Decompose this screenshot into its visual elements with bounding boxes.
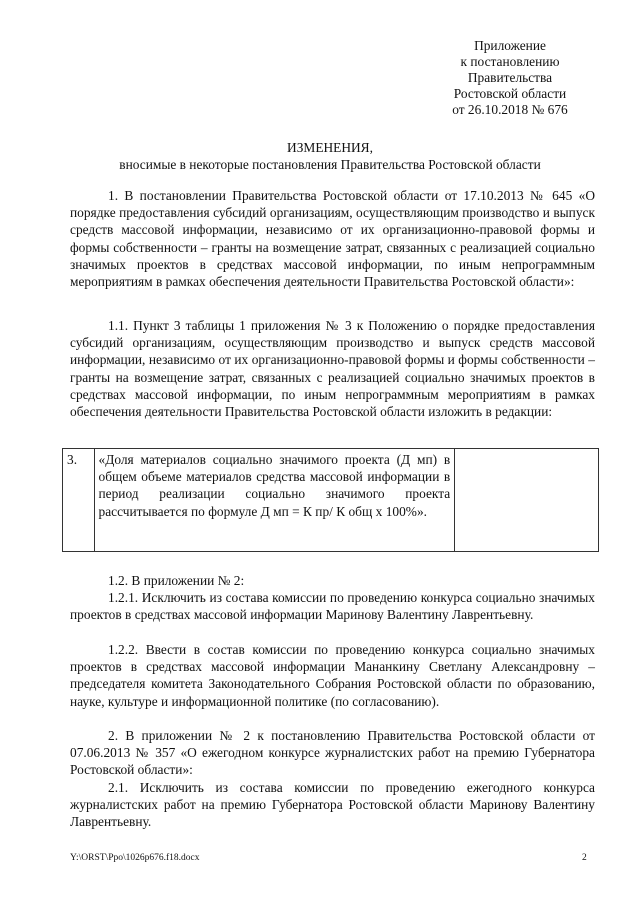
- paragraph-1-2: 1.2. В приложении № 2:: [108, 573, 245, 588]
- appendix-line-3: Правительства: [467, 70, 553, 85]
- paragraph-1-1: 1.1. Пункт 3 таблицы 1 приложения № 3 к Положению о порядке предоставления субсидий организациям, осуществляющим производство и выпуск средств массовой информации, независимо от их организационно-правовой формы и формы собственности – гранты на возмещение затрат, связанных с реализацией социально значимых проектов в средствах массовой информации, по иным непрограммным мероприятиям в рамках обеспечения деятельности Правительства Ростовской области изложить в редакции:: [70, 318, 595, 420]
- table-cell-text: «Доля материалов социально значимого проекта (Д мп) в общем объеме материалов средства массовой информации в период реализации социально значимого проекта рассчитывается по формуле Д мп = К пр/ К общ х 100%».: [94, 449, 455, 552]
- footer-file-path: Y:\ORST\Ppo\1026p676.f18.docx: [70, 853, 200, 863]
- appendix-line-4: Ростовской области: [453, 86, 567, 101]
- document-subtitle: вносимые в некоторые постановления Правительства Ростовской области: [119, 157, 541, 172]
- document-title: ИЗМЕНЕНИЯ,: [287, 140, 373, 155]
- table-cell-number: 3.: [63, 449, 95, 552]
- paragraph-1-2-2: 1.2.2. Ввести в состав комиссии по проведению конкурса социально значимых проектов в средствах массовой информации Мананкину Светлану Александровну – председателя комитета Законодательного Собрания Ростовской области по образованию, науке, культуре и информационной политике (по согласованию).: [70, 642, 595, 709]
- amendment-table: [62, 448, 599, 552]
- appendix-header: [420, 38, 600, 118]
- table-row: [63, 449, 599, 552]
- paragraph-2: 2. В приложении № 2 к постановлению Правительства Ростовской области от 07.06.2013 № 357 «О ежегодном конкурсе журналистских работ на премию Губернатора Ростовской области»:: [70, 728, 595, 778]
- appendix-line-2: к постановлению: [460, 54, 560, 69]
- paragraph-1-2-1: 1.2.1. Исключить из состава комиссии по проведению конкурса социально значимых проектов в средствах массовой информации Маринову Валентину Лаврентьевну.: [70, 590, 595, 623]
- paragraph-2-1: 2.1. Исключить из состава комиссии по проведению ежегодного конкурса журналистских работ на премию Губернатора Ростовской области Маринову Валентину Лаврентьевну.: [70, 780, 595, 830]
- table-cell-value: [455, 449, 599, 552]
- appendix-line-1: Приложение: [474, 38, 546, 53]
- paragraph-1: 1. В постановлении Правительства Ростовской области от 17.10.2013 № 645 «О порядке предоставления субсидий организациям, осуществляющим производство и выпуск средств массовой информации, независимо от их организационно-правовой формы и формы собственности – гранты на возмещение затрат, связанных с реализацией социально значимых проектов в средствах массовой информации, по иным непрограммным мероприятиям в рамках обеспечения деятельности Правительства Ростовской области»:: [70, 188, 595, 290]
- footer-page-number: 2: [582, 853, 587, 863]
- appendix-line-5: от 26.10.2018 № 676: [452, 102, 568, 117]
